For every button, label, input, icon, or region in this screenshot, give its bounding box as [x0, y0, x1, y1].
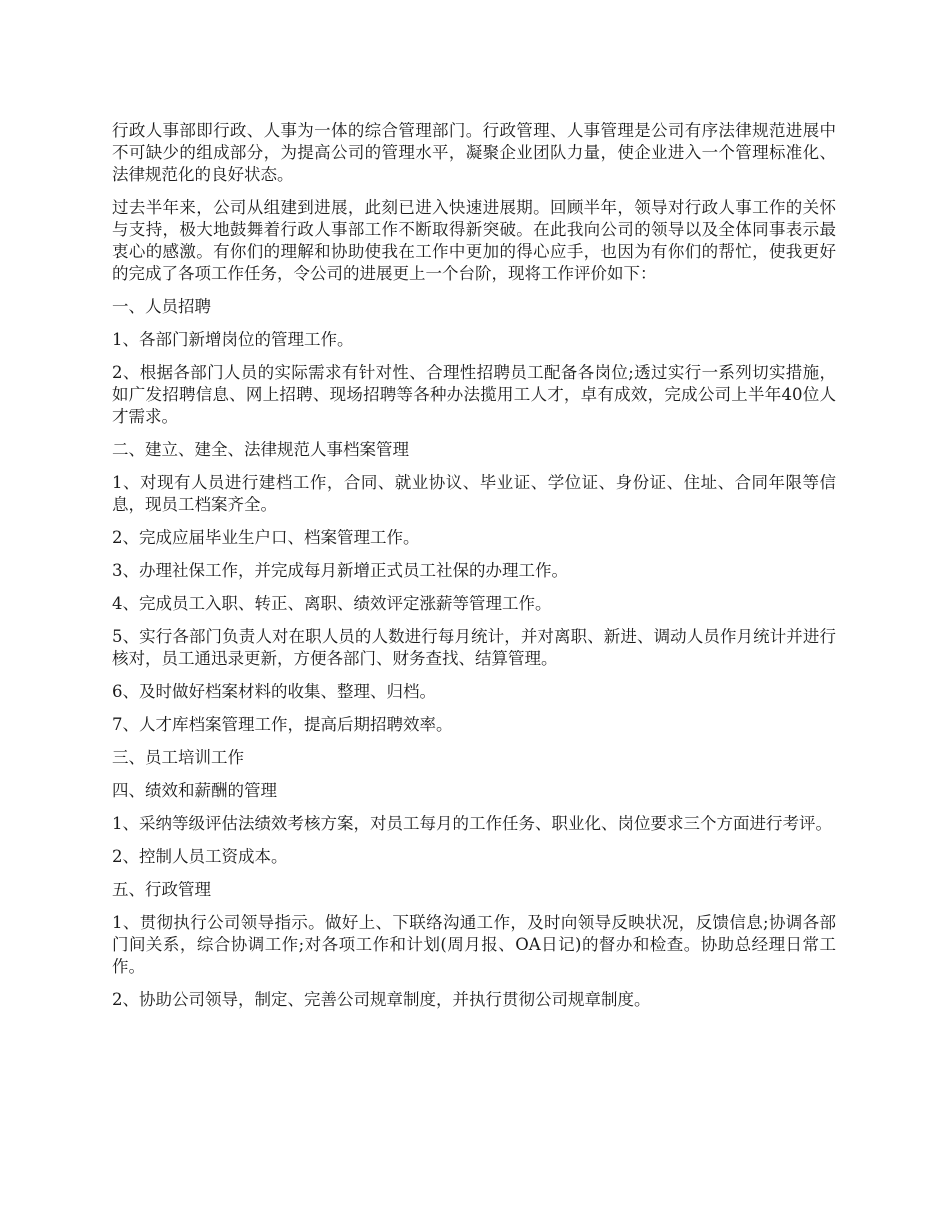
list-item: 6、及时做好档案材料的收集、整理、归档。	[112, 682, 436, 701]
list-item: 2、控制人员工资成本。	[112, 847, 288, 866]
section-heading-recruitment: 一、人员招聘	[112, 297, 211, 316]
list-item: 1、贯彻执行公司领导指示。做好上、下联络沟通工作，及时向领导反映状况，反馈信息;协调各部门间关系，综合协调工作;对各项工作和计划(周月报、OA日记)的督办和检查。协助总经理日常工作。	[112, 913, 836, 976]
list-item: 1、对现有人员进行建档工作，合同、就业协议、毕业证、学位证、身份证、住址、合同年限等信息，现员工档案齐全。	[112, 473, 836, 514]
list-item: 2、完成应届毕业生户口、档案管理工作。	[112, 528, 420, 547]
list-item: 1、各部门新增岗位的管理工作。	[112, 330, 354, 349]
list-item: 2、协助公司领导，制定、完善公司规章制度，并执行贯彻公司规章制度。	[112, 990, 651, 1009]
list-item: 5、实行各部门负责人对在职人员的人数进行每月统计，并对离职、新进、调动人员作月统计并进行核对，员工通迅录更新，方便各部门、财务查找、结算管理。	[112, 627, 836, 668]
list-item: 3、办理社保工作，并完成每月新增正式员工社保的办理工作。	[112, 561, 568, 580]
section-heading-archives: 二、建立、建全、法律规范人事档案管理	[112, 440, 409, 459]
review-paragraph: 过去半年来，公司从组建到进展，此刻已进入快速进展期。回顾半年，领导对行政人事工作的关怀与支持，极大地鼓舞着行政人事部工作不断取得新突破。在此我向公司的领导以及全体同事表示最衷心的感激。有你们的理解和协助使我在工作中更加的得心应手，也因为有你们的帮忙，使我更好的完成了各项工作任务，令公司的进展更上一个台阶，现将工作评价如下：	[112, 198, 836, 283]
list-item: 2、根据各部门人员的实际需求有针对性、合理性招聘员工配备各岗位;透过实行一系列切实措施，如广发招聘信息、网上招聘、现场招聘等各种办法揽用工人才，卓有成效，完成公司上半年40位人才需求。	[112, 363, 836, 426]
section-heading-training: 三、员工培训工作	[112, 748, 244, 767]
list-item: 1、采纳等级评估法绩效考核方案，对员工每月的工作任务、职业化、岗位要求三个方面进行考评。	[112, 814, 832, 833]
list-item: 7、人才库档案管理工作，提高后期招聘效率。	[112, 715, 453, 734]
section-heading-administration: 五、行政管理	[112, 880, 211, 899]
list-item: 4、完成员工入职、转正、离职、绩效评定涨薪等管理工作。	[112, 594, 552, 613]
intro-paragraph: 行政人事部即行政、人事为一体的综合管理部门。行政管理、人事管理是公司有序法律规范进展中不可缺少的组成部分，为提高公司的管理水平，凝聚企业团队力量，使企业进入一个管理标准化、法律规范化的良好状态。	[112, 121, 836, 184]
section-heading-performance: 四、绩效和薪酬的管理	[112, 781, 277, 800]
document-body	[112, 120, 836, 1022]
